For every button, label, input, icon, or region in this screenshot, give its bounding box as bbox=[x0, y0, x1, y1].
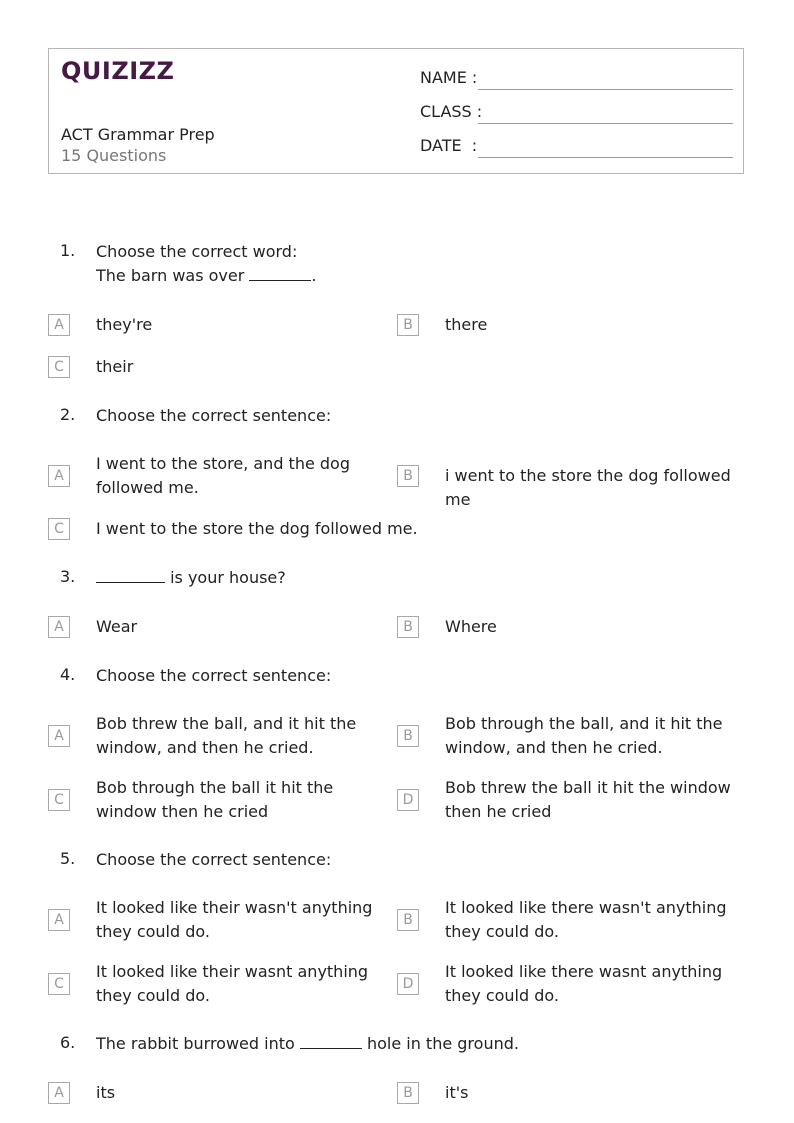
question-text-part: is your house? bbox=[165, 568, 286, 587]
question-line bbox=[96, 264, 736, 288]
question-number: 3. bbox=[60, 567, 76, 586]
option-text[interactable]: It looked like there wasn't anything they could do. bbox=[445, 898, 727, 941]
date-field[interactable] bbox=[478, 157, 733, 158]
option-text[interactable]: It looked like their wasn't anything they could do. bbox=[96, 898, 373, 941]
question-number: 4. bbox=[60, 665, 76, 684]
question-text-part: The barn was over bbox=[96, 266, 250, 285]
option-letter[interactable]: A bbox=[48, 725, 70, 747]
option-letter[interactable]: C bbox=[48, 789, 70, 811]
question-number: 1. bbox=[60, 241, 76, 260]
worksheet-header bbox=[48, 48, 744, 174]
option-text[interactable]: I went to the store, and the dog followed me. bbox=[96, 454, 350, 497]
option-letter[interactable]: A bbox=[48, 1082, 70, 1104]
option-letter[interactable]: B bbox=[397, 616, 419, 638]
option-letter[interactable]: A bbox=[48, 465, 70, 487]
option-letter[interactable]: B bbox=[397, 314, 419, 336]
question-text bbox=[96, 1032, 736, 1056]
option-letter[interactable]: C bbox=[48, 973, 70, 995]
option-text[interactable]: i went to the store the dog followed me bbox=[445, 466, 731, 509]
question-line: Choose the correct word: bbox=[96, 242, 298, 261]
option-text[interactable]: It looked like there wasnt anything they could do. bbox=[445, 962, 723, 1005]
name-label: NAME : bbox=[420, 68, 478, 87]
question-text: Choose the correct sentence: bbox=[96, 850, 332, 869]
class-field[interactable] bbox=[478, 123, 733, 124]
question-text: Choose the correct sentence: bbox=[96, 666, 332, 685]
option-letter[interactable]: D bbox=[397, 789, 419, 811]
option-letter[interactable]: B bbox=[397, 725, 419, 747]
answer-blank bbox=[96, 582, 165, 583]
option-letter[interactable]: A bbox=[48, 314, 70, 336]
option-text[interactable]: Bob threw the ball it hit the window then he cried bbox=[445, 778, 731, 821]
option-letter[interactable]: B bbox=[397, 465, 419, 487]
option-text[interactable]: it's bbox=[445, 1083, 469, 1102]
option-letter[interactable]: C bbox=[48, 518, 70, 540]
option-text[interactable]: Wear bbox=[96, 617, 138, 636]
quizizz-logo: QUIZIZZ bbox=[61, 57, 175, 85]
option-text[interactable]: It looked like their wasnt anything they could do. bbox=[96, 962, 369, 1005]
question-number: 2. bbox=[60, 405, 76, 424]
option-letter[interactable]: A bbox=[48, 616, 70, 638]
class-label: CLASS : bbox=[420, 102, 483, 121]
option-letter[interactable]: B bbox=[397, 909, 419, 931]
worksheet-title: ACT Grammar Prep bbox=[61, 125, 215, 144]
option-letter[interactable]: D bbox=[397, 973, 419, 995]
question-number: 5. bbox=[60, 849, 76, 868]
option-text[interactable]: Bob through the ball it hit the window then he cried bbox=[96, 778, 334, 821]
option-text[interactable]: Bob through the ball, and it hit the window, and then he cried. bbox=[445, 714, 723, 757]
option-text[interactable]: its bbox=[96, 1083, 116, 1102]
question-count: 15 Questions bbox=[61, 146, 167, 165]
name-field[interactable] bbox=[478, 89, 733, 90]
option-letter[interactable]: A bbox=[48, 909, 70, 931]
date-label: DATE : bbox=[420, 136, 478, 155]
option-text[interactable]: Where bbox=[445, 617, 497, 636]
answer-blank bbox=[249, 280, 311, 281]
option-letter[interactable]: C bbox=[48, 356, 70, 378]
question-text-part: The rabbit burrowed into bbox=[96, 1034, 300, 1053]
question-number: 6. bbox=[60, 1033, 76, 1052]
option-letter[interactable]: B bbox=[397, 1082, 419, 1104]
question-text: Choose the correct sentence: bbox=[96, 406, 332, 425]
question-text bbox=[96, 566, 736, 590]
question-text-part: hole in the ground. bbox=[361, 1034, 519, 1053]
question-text-part: . bbox=[311, 266, 317, 285]
option-text[interactable]: their bbox=[96, 357, 134, 376]
question-text bbox=[96, 240, 736, 288]
option-text[interactable]: they're bbox=[96, 315, 153, 334]
option-text[interactable]: Bob threw the ball, and it hit the window, and then he cried. bbox=[96, 714, 357, 757]
option-text[interactable]: there bbox=[445, 315, 488, 334]
answer-blank bbox=[300, 1048, 362, 1049]
option-text[interactable]: I went to the store the dog followed me. bbox=[96, 519, 418, 538]
